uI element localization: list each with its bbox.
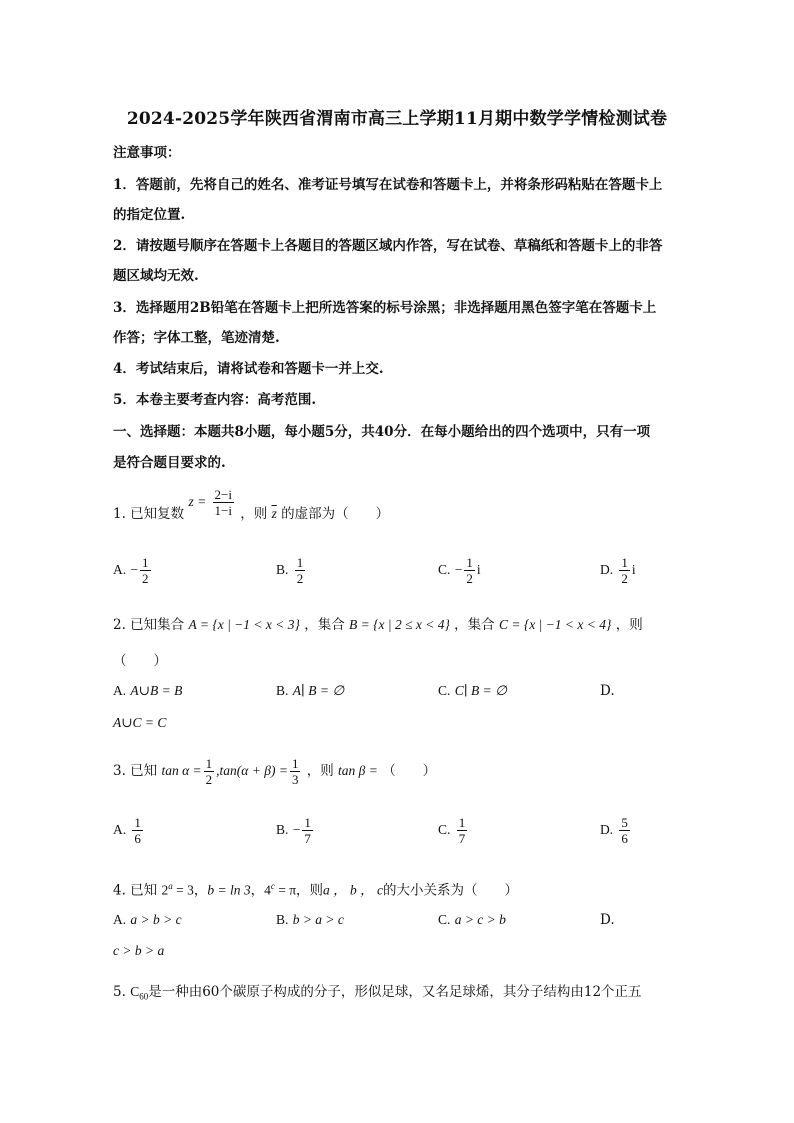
q1-option-a[interactable]: A. − $\frac{1}{2}$ bbox=[113, 555, 149, 586]
question-4: 4. 已知 $2^a = 3$，b = ln 3，$4^c = \pi$，则a ， b ， c的大小关系为（ ） bbox=[113, 881, 519, 899]
q1-mid: ，则 bbox=[240, 506, 268, 522]
q4-option-d[interactable]: c > b > a bbox=[113, 943, 165, 958]
q4-option-b[interactable]: B. b > a > c bbox=[276, 912, 344, 927]
q2-paren: （ ） bbox=[113, 653, 167, 669]
notice-heading: 注意事项： bbox=[113, 145, 181, 161]
notice-2-line2: 题区域均无效. bbox=[113, 268, 199, 284]
q1-lhs: z = bbox=[188, 494, 207, 509]
section1-line1: 一、选择题：本题共8小题，每小题5分，共40分．在每小题给出的四个选项中，只有一项 bbox=[113, 424, 651, 440]
q2-set-c: C = {x | −1 < x < 4} bbox=[498, 617, 612, 632]
q1-zbar: $\overline{z}$ bbox=[271, 506, 277, 521]
exam-title: 2024-2025学年陕西省渭南市高三上学期11月期中数学学情检测试卷 bbox=[126, 109, 668, 129]
notice-5: 5．本卷主要考查内容：高考范围. bbox=[113, 392, 317, 408]
notice-3-line2: 作答；字体工整，笔迹清楚. bbox=[113, 330, 280, 346]
q1-option-c[interactable]: C. − $\frac{1}{2}$ i bbox=[438, 555, 481, 586]
q2-set-a: A = {x | −1 < x < 3} bbox=[188, 617, 300, 632]
q4-option-c[interactable]: C. a > c > b bbox=[438, 912, 506, 927]
notice-3-line1: 3．选择题用2B铅笔在答题卡上把所选答案的标号涂黑；非选择题用黑色签字笔在答题卡上 bbox=[113, 300, 657, 316]
q1-prefix: 1. 已知复数 bbox=[113, 506, 185, 522]
question-5: 5. $C_{60}$是一种由60个碳原子构成的分子，形似足球，又名足球烯，其分子结构由12个正五 bbox=[113, 984, 642, 1002]
q3-option-c[interactable]: C. $\frac{1}{7}$ bbox=[438, 815, 466, 846]
question-1 bbox=[113, 487, 683, 532]
notice-4: 4．考试结束后，请将试卷和答题卡一并上交. bbox=[113, 361, 384, 377]
question-2: 2. 已知集合 A = {x | −1 < x < 3} ，集合 B = {x | 2 ≤ x < 4} ，集合 C = {x | −1 < x < 4} ，则 bbox=[113, 617, 643, 633]
q3-option-a[interactable]: A. $\frac{1}{6}$ bbox=[113, 815, 141, 846]
q2-option-a[interactable]: A. A∪B = B bbox=[113, 683, 183, 698]
notice-1-line1: 1．答题前，先将自己的姓名、准考证号填写在试卷和答题卡上，并将条形码粘贴在答题卡上 bbox=[113, 177, 663, 193]
notice-1-line2: 的指定位置. bbox=[113, 207, 186, 223]
q2-option-c[interactable]: C. C∣ B = ∅ bbox=[438, 683, 507, 698]
q1-option-b[interactable]: B. $\frac{1}{2}$ bbox=[276, 555, 304, 586]
q1-option-d[interactable]: D. $\frac{1}{2}$ i bbox=[600, 555, 636, 586]
q3-option-d[interactable]: D. $\frac{5}{6}$ bbox=[600, 815, 628, 846]
q1-fraction: $\frac{2-i}{1-i}$ bbox=[214, 487, 232, 518]
question-3: 3. 已知 tan α = $\frac{1}{2}$ ,tan(α + β) = $\frac{1}{3}$ ，则 tan β = （ ） bbox=[113, 756, 437, 787]
q4-option-d-label[interactable]: D. bbox=[600, 912, 615, 928]
q2-option-b[interactable]: B. A∣ B = ∅ bbox=[276, 683, 345, 698]
q2-set-b: B = {x | 2 ≤ x < 4} bbox=[349, 617, 450, 632]
notice-2-line1: 2．请按题号顺序在答题卡上各题目的答题区域内作答，写在试卷、草稿纸和答题卡上的非答 bbox=[113, 238, 663, 254]
section1-line2: 是符合题目要求的. bbox=[113, 455, 226, 471]
q2-option-d-label[interactable]: D. bbox=[600, 683, 615, 699]
q3-option-b[interactable]: B. − $\frac{1}{7}$ bbox=[276, 815, 311, 846]
q2-option-d[interactable]: A∪C = C bbox=[113, 715, 167, 730]
q4-option-a[interactable]: A. a > b > c bbox=[113, 912, 182, 927]
q1-suffix: 的虚部为（ ） bbox=[281, 506, 390, 522]
